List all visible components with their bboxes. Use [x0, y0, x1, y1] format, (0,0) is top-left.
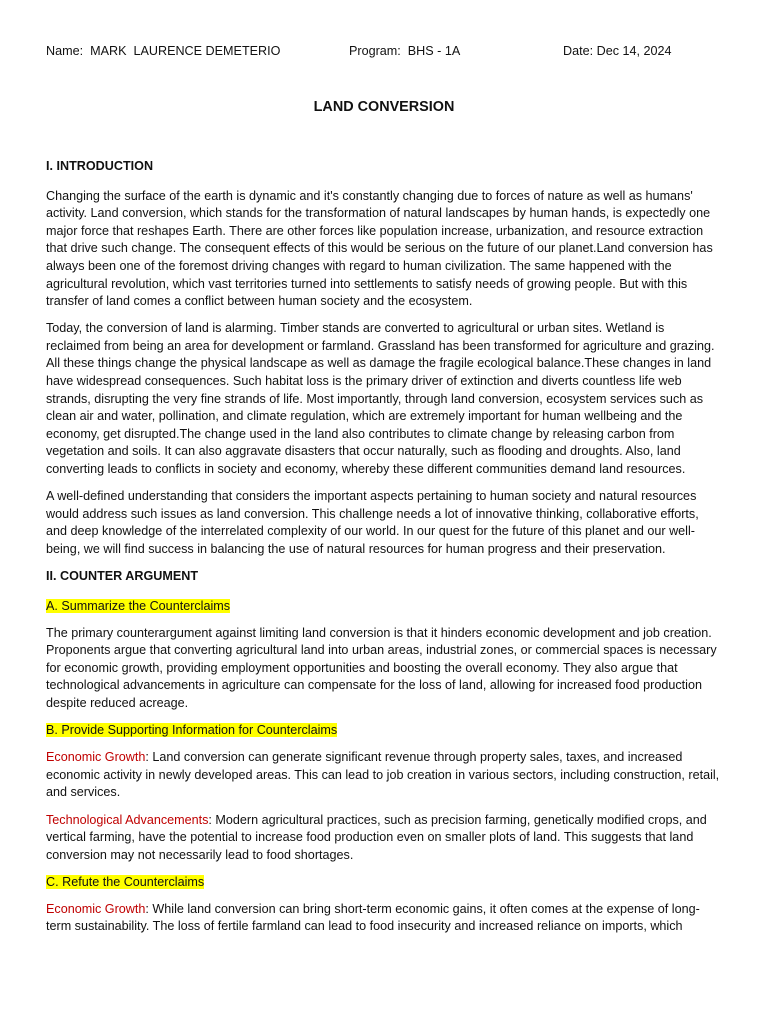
- support-economic-growth-text: : Land conversion can generate significant revenue through property sales, taxes, and increased economic activity in newly developed areas. This can lead to job creation in various sectors, including construction, retail, and services.: [46, 750, 720, 800]
- student-name: Name: MARK LAURENCE DEMETERIO: [46, 44, 281, 58]
- document-title: LAND CONVERSION: [313, 99, 455, 115]
- subheading-b-text: B. Provide Supporting Information for Counterclaims: [46, 723, 338, 738]
- intro-paragraph-2: Today, the conversion of land is alarming. Timber stands are converted to agricultural or urban sites. Wetland is reclaimed from being an area for development or farmland. Grassland has been transformed for agriculture and grazing. All these things change the physical landscape as well as damage the fragile ecological balance.These changes in land have widespread consequences. Such habitat loss is the primary driver of extinction and diverts countless life web strands, disrupting the very fine strands of life. Most importantly, through land conversion, ecosystem services such as clean air and water, pollination, and climate regulation, which are extremely important for human wellbeing and the economy, get disrupted.The change used in the land also contributes to climate change by releasing carbon from vegetation and soils. It can also aggravate disasters that occur naturally, such as flooding and droughts. Also, land converting leads to conflicts in society and economy, whereby these different communities demand land resources.: [46, 321, 715, 476]
- refute-economic-growth-text: : While land conversion can bring short-term economic gains, it often comes at the expense of long-term sustainability. The loss of fertile farmland can lead to food insecurity and increased reliance on imports, which: [46, 901, 700, 934]
- section-heading-introduction: I. INTRODUCTION: [46, 159, 154, 173]
- refute-economic-growth: [46, 901, 722, 936]
- subheading-a: [46, 598, 722, 616]
- support-tech-advancements: [46, 812, 722, 865]
- date: Date: Dec 14, 2024: [563, 44, 672, 58]
- label-economic-growth: Economic Growth: [46, 750, 146, 765]
- label-refute-economic-growth: Economic Growth: [46, 901, 146, 916]
- subheading-a-text: A. Summarize the Counterclaims: [46, 598, 231, 613]
- label-tech-advancements: Technological Advancements: [46, 812, 209, 827]
- subheading-b: [46, 722, 722, 740]
- program: Program: BHS - 1A: [349, 44, 461, 58]
- intro-paragraph-3: A well-defined understanding that considers the important aspects pertaining to human society and natural resources would address such issues as land conversion. This challenge needs a lot of innovative thinking, collaborative efforts, and deep knowledge of the interrelated complexity of our world. In our quest for the future of this planet and our well-being, we will find success in balancing the use of natural resources for human progress and their preservation.: [46, 489, 699, 556]
- support-tech-advancements-text: : Modern agricultural practices, such as precision farming, genetically modified crops, and vertical farming, have the potential to increase food production even on smaller plots of land. This suggests that land conversion may not necessarily lead to food shortages.: [46, 812, 707, 862]
- subheading-c: [46, 874, 722, 892]
- document-header: [46, 44, 722, 60]
- subheading-c-text: C. Refute the Counterclaims: [46, 874, 205, 889]
- support-economic-growth: [46, 749, 722, 802]
- intro-paragraph-1: Changing the surface of the earth is dynamic and it's constantly changing due to forces of nature as well as humans' activity. Land conversion, which stands for the transformation of natural landscapes by human hands, is expectedly one major force that reshapes Earth. There are other forces like population increase, urbanization, and resource extraction that drive such change. The consequent effects of this would be serious on the future of our planet.Land conversion has always been one of the foremost driving changes with regard to human civilization. The same happened with the agricultural revolution, which vast territories turned into settlements to satisfy needs of growing people. But with this transfer of land comes a conflict between human society and the ecosystem.: [46, 188, 713, 309]
- counterclaims-summary: The primary counterargument against limiting land conversion is that it hinders economic development and job creation. Proponents argue that converting agricultural land into urban areas, industrial zones, or commercial spaces is necessary for economic growth, providing employment opportunities and boosting the overall economy. They also argue that technological advancements in agriculture can compensate for the loss of land, allowing for increased food production despite reduced acreage.: [46, 625, 717, 711]
- document-body: [46, 158, 722, 946]
- section-heading-counter-argument: II. COUNTER ARGUMENT: [46, 568, 199, 583]
